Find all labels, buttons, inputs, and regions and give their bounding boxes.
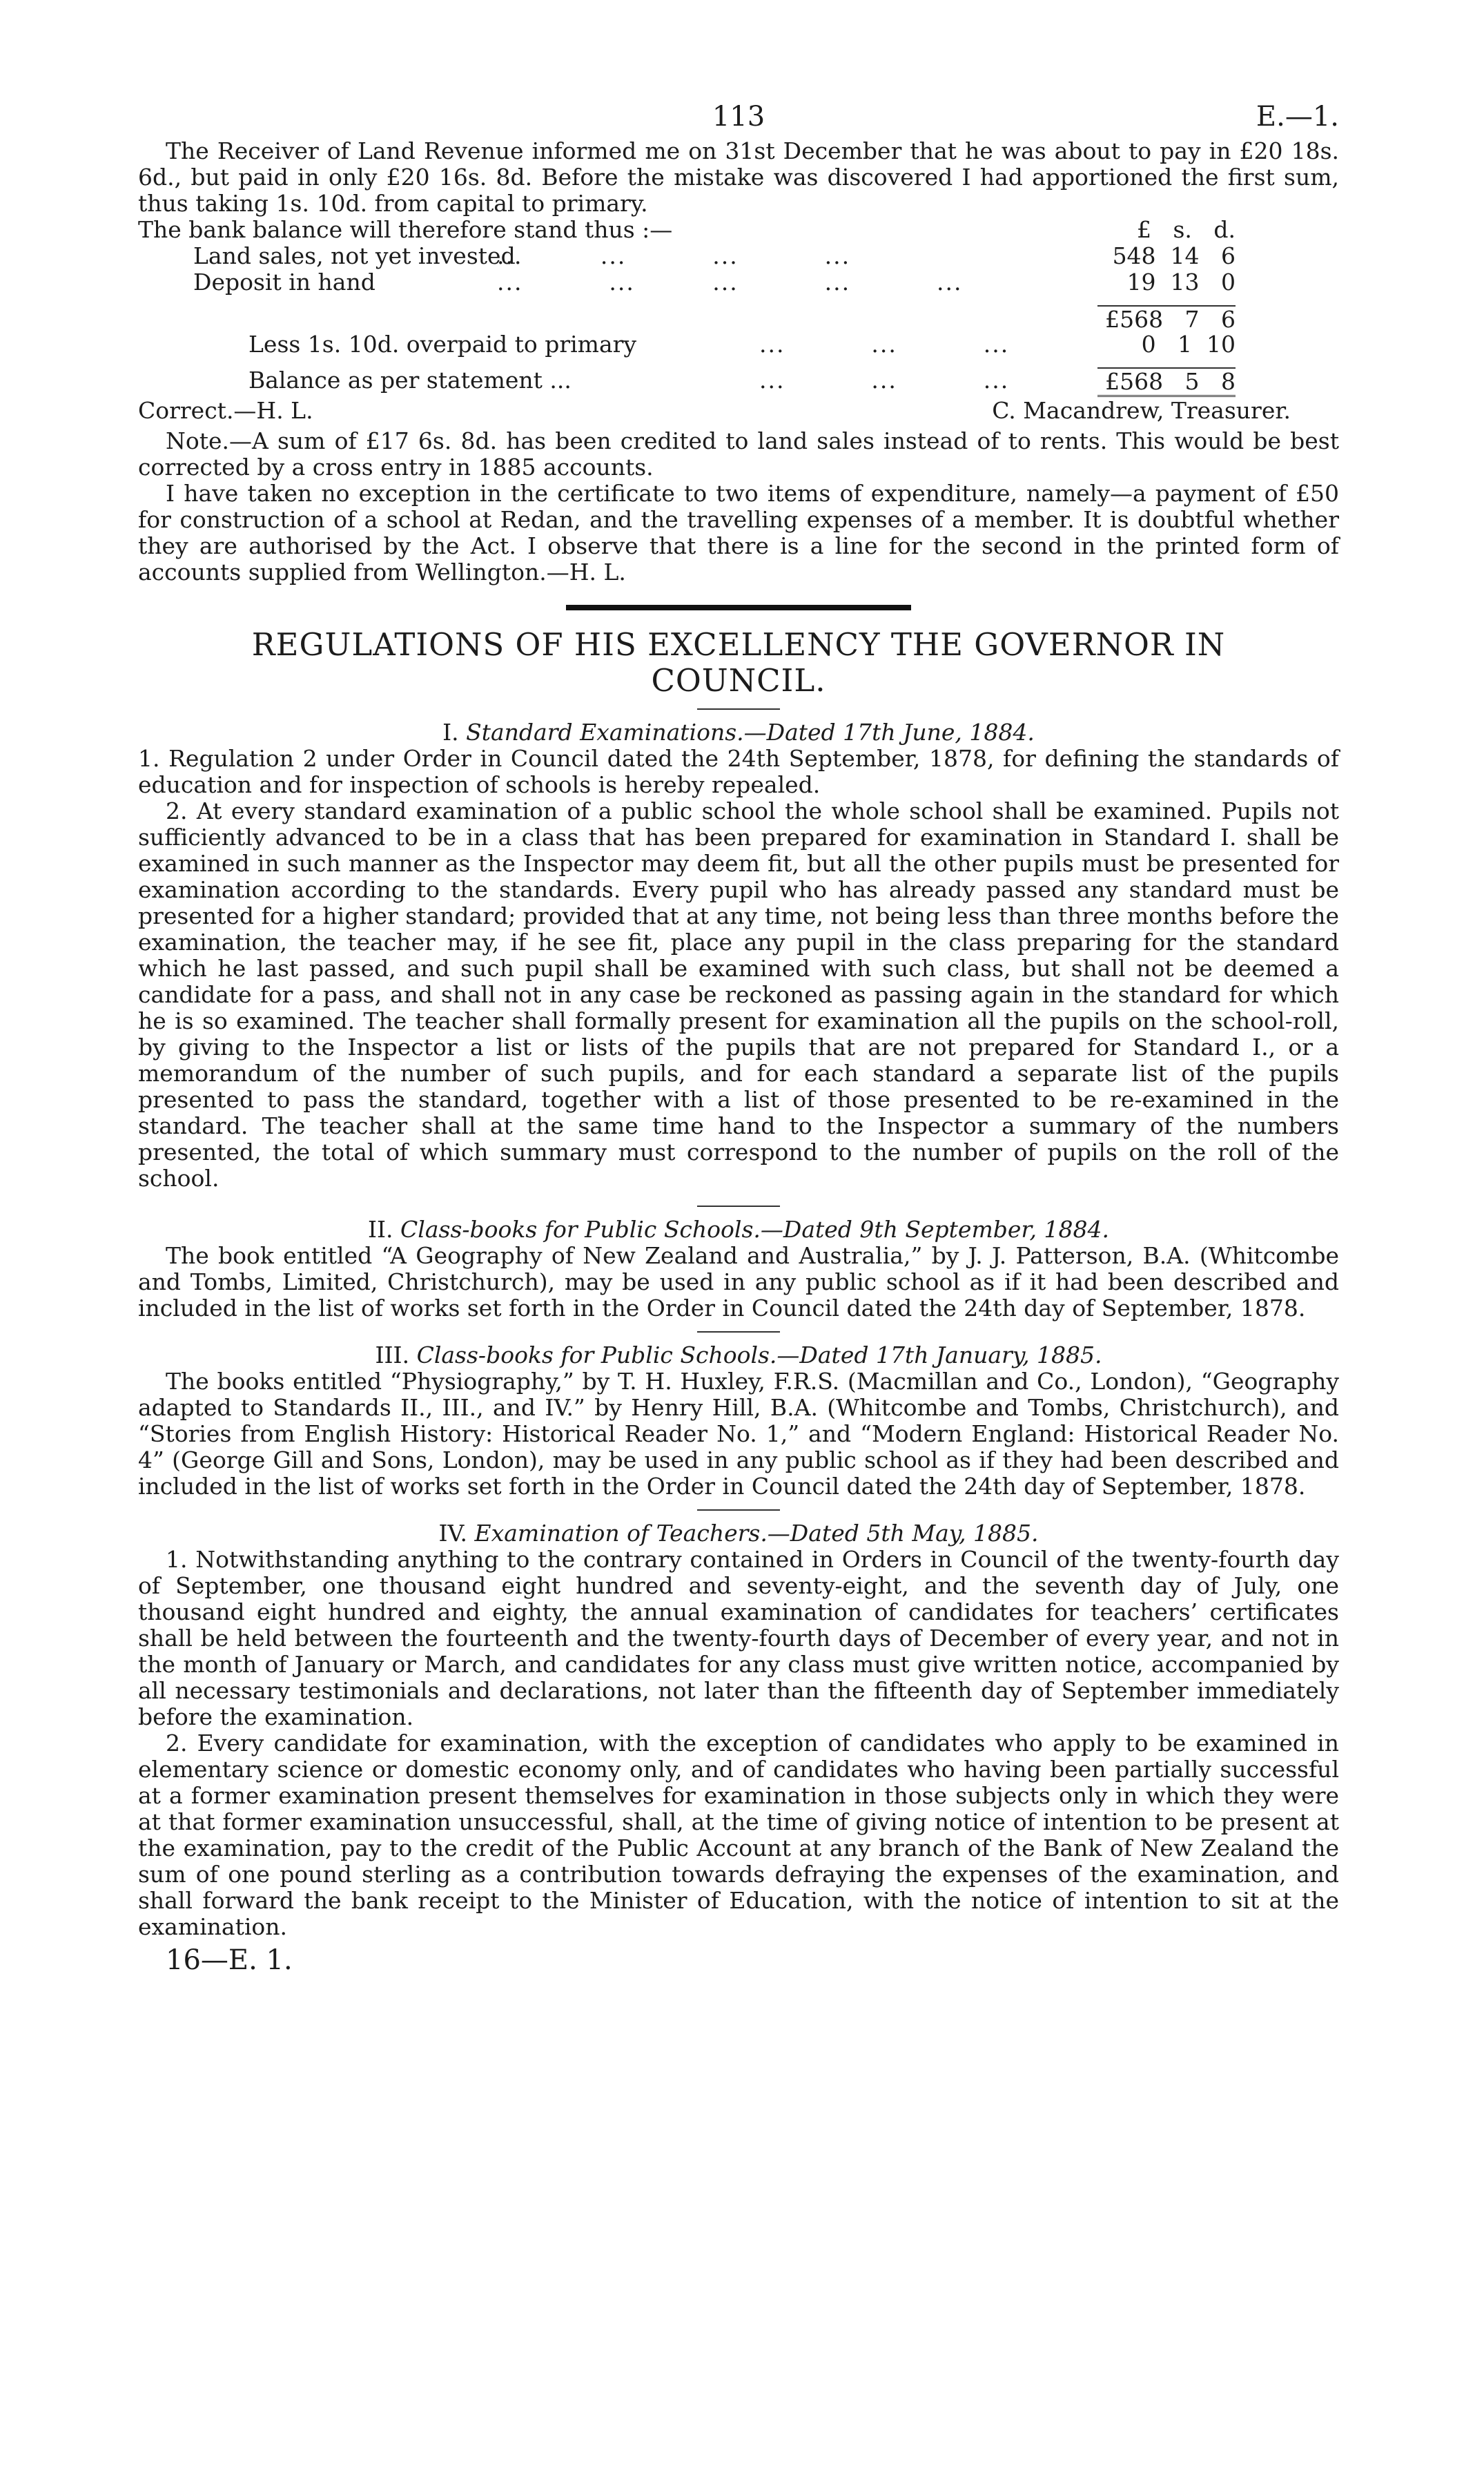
- document-page: [138, 97, 1339, 1976]
- signature-line: [138, 398, 1339, 428]
- document-reference: E.—1.: [1256, 101, 1339, 133]
- note-paragraph: Note.—A sum of £17 6s. 8d. has been credited to land sales instead of to rents. This would be best corrected by a cross entry in 1885 accounts.: [138, 427, 1339, 481]
- section-number: II.: [367, 1216, 393, 1243]
- page-number: 113: [712, 101, 765, 133]
- account-row-subtotal: [138, 305, 1339, 331]
- section-heading: [138, 719, 1339, 746]
- account-row-amount: 19 13 0: [1126, 269, 1236, 296]
- section-heading: [138, 1342, 1339, 1368]
- short-rule: [697, 1509, 780, 1511]
- section-heading: [138, 1217, 1339, 1243]
- currency-columns: £ s. d.: [1137, 216, 1236, 243]
- account-subtotal-amount: £568 7 6: [1097, 305, 1236, 333]
- section-class-books-1885: [138, 1342, 1339, 1500]
- section-standard-examinations: [138, 719, 1339, 1192]
- section-title: Class-books for Public Schools.—Dated 17th January, 1885.: [416, 1342, 1102, 1368]
- account-row: [138, 331, 1339, 358]
- intro-paragraph: The Receiver of Land Revenue informed me on 31st December that he was about to pay in £20 18s. 6d., but paid in only £20 16s. 8d. Before the mistake was discovered I had apportioned the first sum, thus taking 1s. 10d. from capital to primary.: [138, 137, 1339, 217]
- leader-dots: ... ... ... ... ...: [497, 269, 963, 296]
- section-paragraph: 2. Every candidate for examination, with the exception of candidates who apply to be examined in elementary science or domestic economy only, and of candidates who having been partially successful at a former examination present themselves for examination in those subjects only in which they were at that former examination unsuccessful, shall, at the time of giving notice of intention to be present at the examination, pay to the credit of the Public Account at any branch of the Bank of New Zealand the sum of one pound sterling as a contribution towards defraying the expenses of the examination, and shall forward the bank receipt to the Minister of Education, with the notice of intention to sit at the examination.: [138, 1730, 1339, 1940]
- account-row-label: Land sales, not yet invested: [193, 242, 516, 269]
- section-paragraph: The book entitled “A Geography of New Zealand and Australia,” by J. J. Patterson, B.A. (Whitcombe and Tombs, Limited, Christchurch), may be used in any public school as if it had been described and included in the list of works set forth in the Order in Council dated the 24th day of September, 1878.: [138, 1242, 1339, 1322]
- section-divider-bar: [566, 605, 911, 610]
- section-paragraph: 2. At every standard examination of a public school the whole school shall be examined. Pupils not sufficiently advanced to be in a class that has been prepared for examination in Standard I. shall be examined in such manner as the Inspector may deem fit, but all the other pupils must be presented for examination according to the standards. Every pupil who has already passed any standard must be presented for a higher standard; provided that at any time, not being less than three months before the examination, the teacher may, if he see fit, place any pupil in the class preparing for the standard which he last passed, and such pupil shall be examined with such class, but shall not be deemed a candidate for a pass, and shall not in any case be reckoned as passing again in the standard for which he is so examined. The teacher shall formally present for examination all the pupils on the school-roll, by giving to the Inspector a list or lists of the pupils that are not prepared for Standard I., or a memorandum of the number of such pupils, and for each standard a separate list of the pupils presented to pass the standard, together with a list of those presented to be re-examined in the standard. The teacher shall at the same time hand to the Inspector a summary of the numbers presented, the total of which summary must correspond to the number of pupils on the roll of the school.: [138, 797, 1339, 1192]
- section-paragraph: 1. Notwithstanding anything to the contrary contained in Orders in Council of the twenty-fourth day of September, one thousand eight hundred and seventy-eight, and the seventh day of July, one thousand eight hundred and eighty, the annual examination of candidates for teachers’ certificates shall be held between the fourteenth and the twenty-fourth days of December of every year, and not in the month of January or March, and candidates for any class must give written notice, accompanied by all necessary testimonials and declarations, not later than the fifteenth day of September immediately before the examination.: [138, 1546, 1339, 1730]
- footer-signature-mark: 16—E. 1.: [166, 1944, 293, 1976]
- account-row: [138, 269, 1339, 296]
- section-number: III.: [375, 1342, 410, 1368]
- section-paragraph: 1. Regulation 2 under Order in Council dated the 24th September, 1878, for defining the standards of education and for inspection of schools is hereby repealed.: [138, 745, 1339, 798]
- section-number: I.: [442, 719, 459, 746]
- account-row-amount: 548 14 6: [1112, 242, 1236, 269]
- page-header: [138, 97, 1339, 138]
- account-lead-in: The bank balance will therefore stand thus :—: [138, 216, 673, 243]
- section-title: Class-books for Public Schools.—Dated 9th September, 1884.: [400, 1216, 1110, 1243]
- account-balance-amount: £568 5 8: [1097, 367, 1236, 397]
- regulations-title: REGULATIONS OF HIS EXCELLENCY THE GOVERNOR IN COUNCIL.: [251, 626, 1226, 699]
- section-heading: [138, 1520, 1339, 1547]
- section-examination-of-teachers: [138, 1520, 1339, 1940]
- account-row-label: Deposit in hand: [193, 269, 375, 296]
- account-row: [138, 243, 1339, 269]
- exception-paragraph: I have taken no exception in the certificate to two items of expenditure, namely—a payment of £50 for construction of a school at Redan, and the travelling expenses of a member. It is doubtful whether they are authorised by the Act. I observe that there is a line for the second in the printed form of accounts supplied from Wellington.—H. L.: [138, 480, 1339, 586]
- section-paragraph: The books entitled “Physiography,” by T. H. Huxley, F.R.S. (Macmillan and Co., London), “Geography adapted to Standards II., III., and IV.” by Henry Hill, B.A. (Whitcombe and Tombs, Christchurch), and “Stories from English History: Historical Reader No. 1,” and “Modern England: Historical Reader No. 4” (George Gill and Sons, London), may be used in any public school as if they had been described and included in the list of works set forth in the Order in Council dated the 24th day of September, 1878.: [138, 1368, 1339, 1500]
- treasurer-signature: C. Macandrew, Treasurer.: [992, 397, 1291, 424]
- bank-balance-account: [138, 217, 1339, 428]
- account-row-label: Less 1s. 10d. overpaid to primary: [248, 331, 637, 358]
- account-row-balance: [138, 367, 1339, 394]
- account-row-label: Balance as per statement ...: [248, 367, 572, 394]
- section-number: IV.: [438, 1520, 468, 1547]
- section-title: Examination of Teachers.—Dated 5th May, 1885.: [474, 1520, 1039, 1547]
- short-rule: [697, 1206, 780, 1207]
- correct-signature: Correct.—H. L.: [138, 397, 313, 424]
- short-rule: [697, 1331, 780, 1333]
- leader-dots: ... ... ...: [759, 367, 1010, 394]
- short-rule: [697, 708, 780, 710]
- section-title: Standard Examinations.—Dated 17th June, 1884.: [466, 719, 1035, 746]
- section-class-books-1884: [138, 1217, 1339, 1322]
- leader-dots: ... ... ... ...: [497, 242, 851, 269]
- leader-dots: ... ... ...: [759, 331, 1010, 358]
- account-row-amount: 0 1 10: [1141, 331, 1236, 358]
